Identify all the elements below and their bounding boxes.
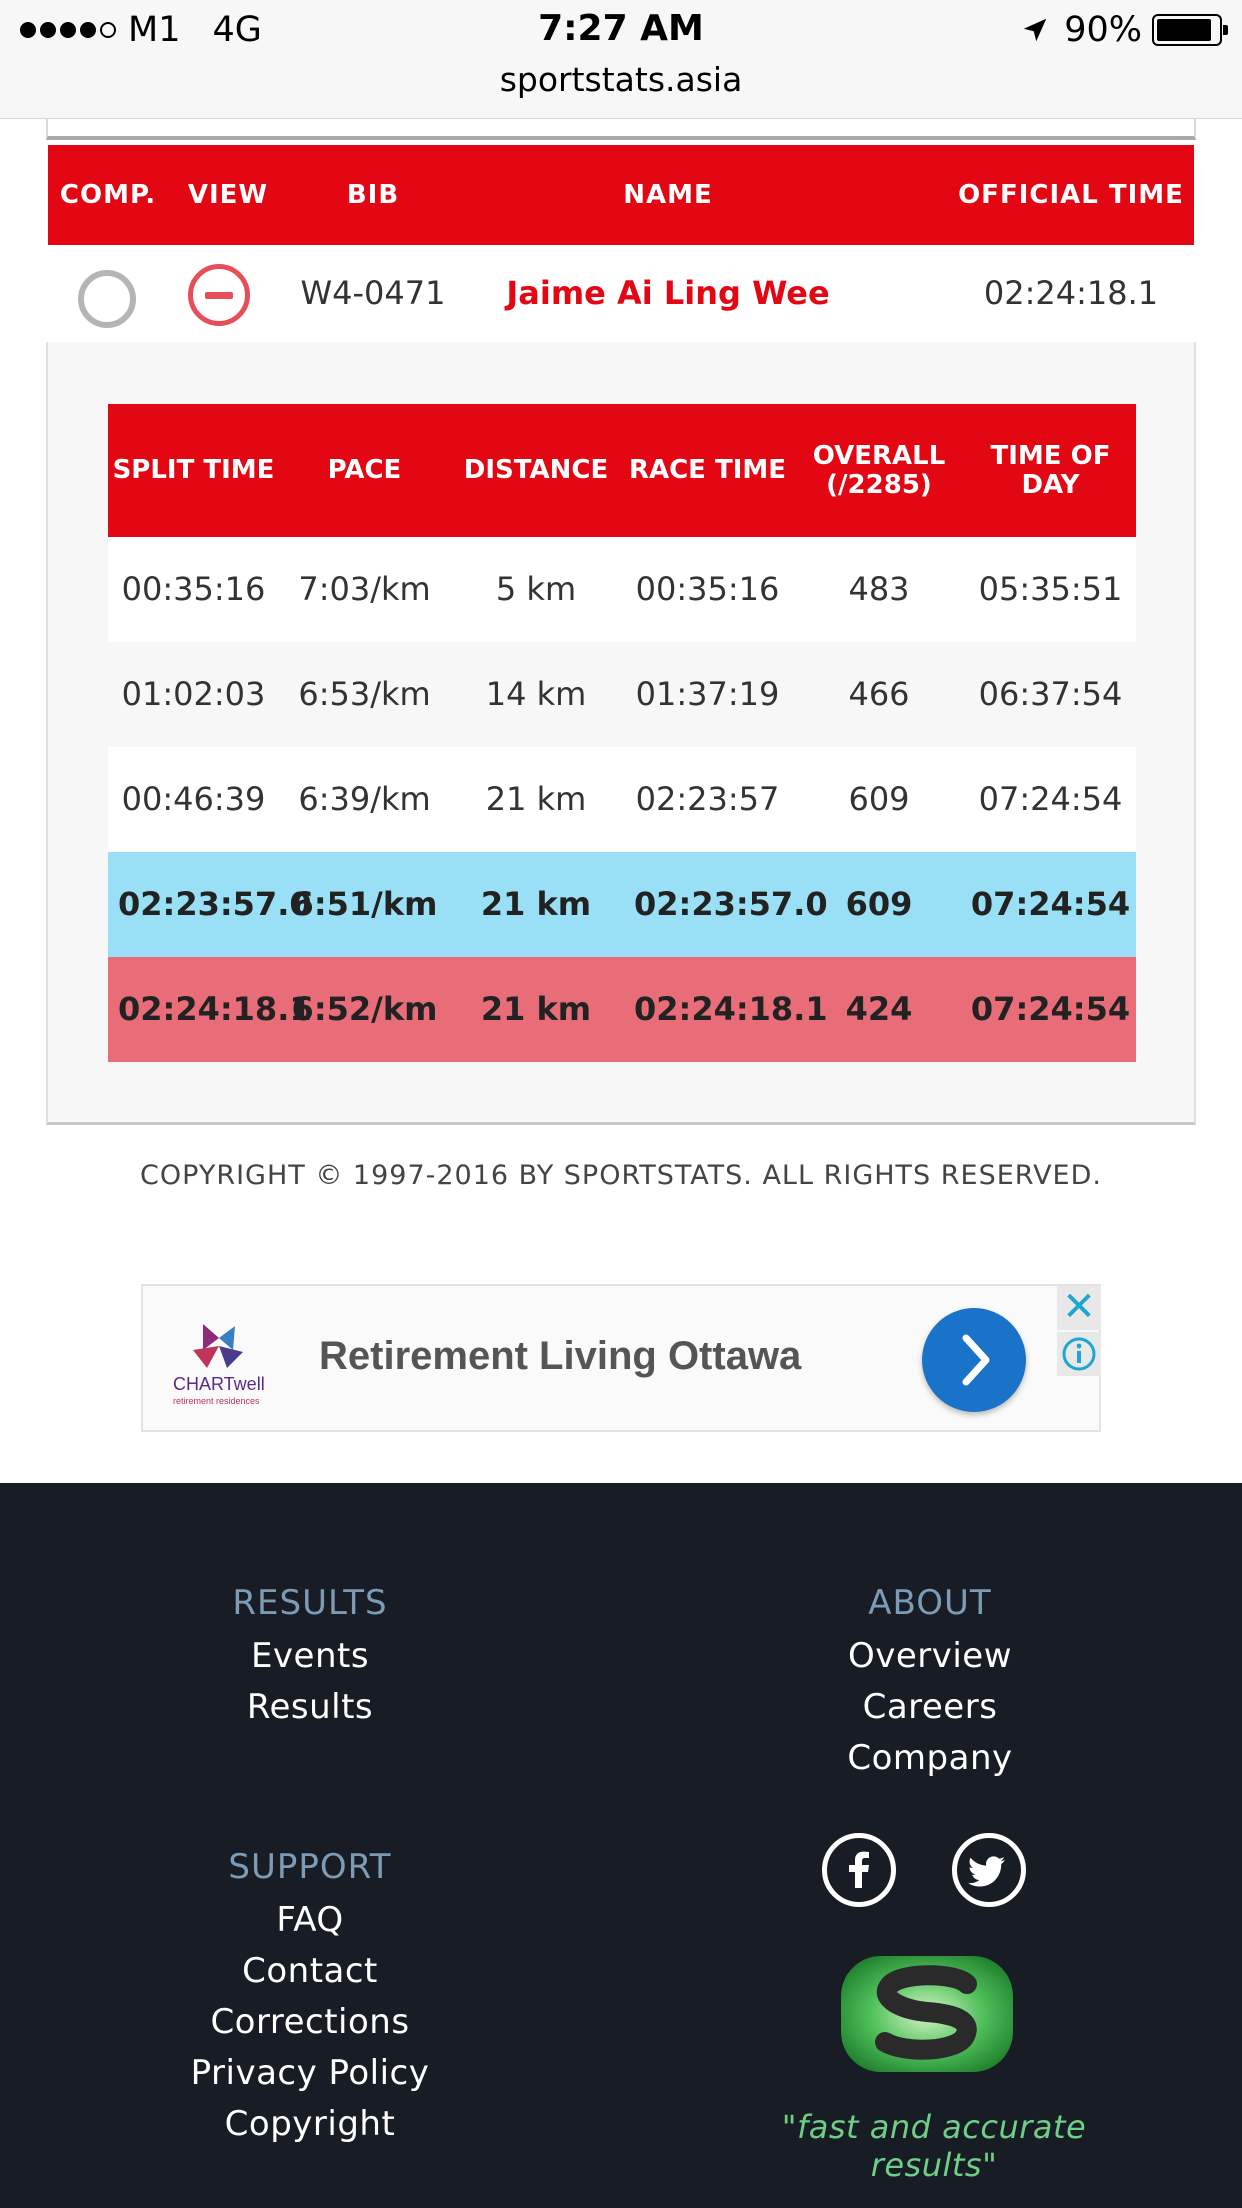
time-of-day: 07:24:54	[970, 885, 1131, 923]
athlete-name[interactable]: Jaime Ai Ling Wee	[506, 274, 830, 312]
race-time: 01:37:19	[635, 675, 780, 713]
distance: 21 km	[485, 780, 587, 818]
footer-heading-about: ABOUT	[868, 1583, 992, 1623]
distance: 21 km	[480, 885, 592, 923]
header-comp: COMP.	[59, 180, 157, 210]
pace: 6:53/km	[298, 675, 431, 713]
time-of-day: 07:24:54	[970, 990, 1131, 1028]
split-time: 02:24:18.1	[118, 990, 312, 1028]
advertisement-banner[interactable]	[141, 1284, 1101, 1432]
pace: 7:03/km	[298, 570, 431, 608]
split-row-highlight-red	[108, 957, 1136, 1062]
split-table-header	[108, 404, 1136, 537]
battery-level-fill	[1157, 19, 1211, 41]
copyright-notice: COPYRIGHT © 1997-2016 BY SPORTSTATS. ALL RIGHTS RESERVED.	[140, 1160, 1102, 1191]
footer-tagline: "fast and accurate results"	[781, 2108, 1087, 2184]
header-time-of-day: TIME OF DAY	[990, 440, 1111, 500]
race-time: 02:24:18.1	[634, 990, 828, 1028]
distance: 14 km	[485, 675, 587, 713]
header-race-time: RACE TIME	[628, 455, 787, 485]
footer-link-corrections[interactable]: Corrections	[210, 2002, 410, 2042]
header-official-time: OFFICIAL TIME	[958, 180, 1184, 210]
footer-link-copyright[interactable]: Copyright	[224, 2104, 396, 2144]
address-bar-url[interactable]: sportstats.asia	[499, 60, 743, 99]
pace: 6:51/km	[291, 885, 438, 923]
overall-rank: 466	[848, 675, 910, 713]
footer-link-faq[interactable]: FAQ	[276, 1900, 344, 1940]
split-row	[108, 537, 1136, 642]
race-time: 00:35:16	[635, 570, 780, 608]
distance: 21 km	[480, 990, 592, 1028]
compare-radio[interactable]	[78, 270, 136, 328]
header-bib: BIB	[346, 180, 400, 210]
header-distance: DISTANCE	[463, 455, 609, 485]
footer-about-column	[730, 1575, 1130, 1784]
footer-link-contact[interactable]: Contact	[242, 1951, 378, 1991]
battery-icon	[1152, 14, 1222, 46]
header-view: VIEW	[187, 180, 269, 210]
clock: 7:27 AM	[538, 8, 704, 49]
overall-rank: 609	[848, 780, 910, 818]
overall-rank: 483	[848, 570, 910, 608]
split-time: 02:23:57.0	[118, 885, 312, 923]
result-table-header	[48, 145, 1194, 245]
ad-arrow-button[interactable]	[922, 1308, 1026, 1412]
status-bar	[0, 0, 1242, 119]
official-time: 02:24:18.1	[983, 274, 1159, 312]
footer-link-careers[interactable]: Careers	[862, 1687, 998, 1727]
split-time: 00:46:39	[121, 780, 266, 818]
distance: 5 km	[495, 570, 577, 608]
race-time: 02:23:57	[635, 780, 780, 818]
header-overall: OVERALL (/2285)	[812, 440, 946, 500]
ad-brand-sub: retirement residences	[173, 1396, 260, 1406]
split-row-highlight-blue	[108, 852, 1136, 957]
header-name: NAME	[623, 180, 713, 210]
footer-link-overview[interactable]: Overview	[847, 1636, 1013, 1676]
ad-brand-name: CHARTwell	[173, 1374, 265, 1394]
footer-link-results[interactable]: Results	[246, 1687, 374, 1727]
footer-link-company[interactable]: Company	[847, 1738, 1013, 1778]
status-right	[1020, 10, 1222, 50]
overall-rank: 609	[845, 885, 913, 923]
time-of-day: 07:24:54	[978, 780, 1123, 818]
split-row	[108, 747, 1136, 852]
close-icon[interactable]: ✕	[1057, 1286, 1101, 1330]
pace: 6:39/km	[298, 780, 431, 818]
race-time: 02:23:57.0	[634, 885, 828, 923]
footer-results-column	[110, 1575, 510, 1733]
collapse-minus-icon[interactable]	[188, 264, 250, 326]
footer-support-column	[110, 1839, 510, 2150]
footer-link-events[interactable]: Events	[250, 1636, 370, 1676]
footer-heading-results: RESULTS	[232, 1583, 388, 1623]
sportstats-logo-icon	[835, 1950, 1019, 2078]
result-row	[48, 245, 1194, 342]
split-row	[108, 642, 1136, 747]
chevron-right-icon	[922, 1308, 1026, 1412]
overall-rank: 424	[845, 990, 913, 1028]
bib-number: W4-0471	[300, 274, 446, 312]
time-of-day: 06:37:54	[978, 675, 1123, 713]
site-footer	[0, 1483, 1242, 2208]
location-arrow-icon	[1020, 15, 1050, 45]
split-table	[108, 404, 1136, 1062]
ad-headline[interactable]: Retirement Living Ottawa	[319, 1334, 802, 1378]
network-type: 4G	[212, 10, 262, 50]
split-time: 00:35:16	[121, 570, 266, 608]
footer-heading-support: SUPPORT	[228, 1847, 392, 1887]
facebook-icon[interactable]	[822, 1833, 896, 1907]
twitter-icon[interactable]	[952, 1833, 1026, 1907]
info-icon[interactable]	[1057, 1332, 1101, 1376]
split-panel	[46, 342, 1196, 1125]
battery-percent: 90%	[1064, 10, 1142, 50]
header-split-time: SPLIT TIME	[112, 455, 275, 485]
footer-link-privacy-policy[interactable]: Privacy Policy	[190, 2053, 430, 2093]
results-frame-top	[46, 118, 1196, 140]
header-pace: PACE	[327, 455, 402, 485]
pace: 6:52/km	[291, 990, 438, 1028]
split-time: 01:02:03	[121, 675, 266, 713]
carrier-name: M1	[128, 10, 181, 50]
time-of-day: 05:35:51	[978, 570, 1123, 608]
